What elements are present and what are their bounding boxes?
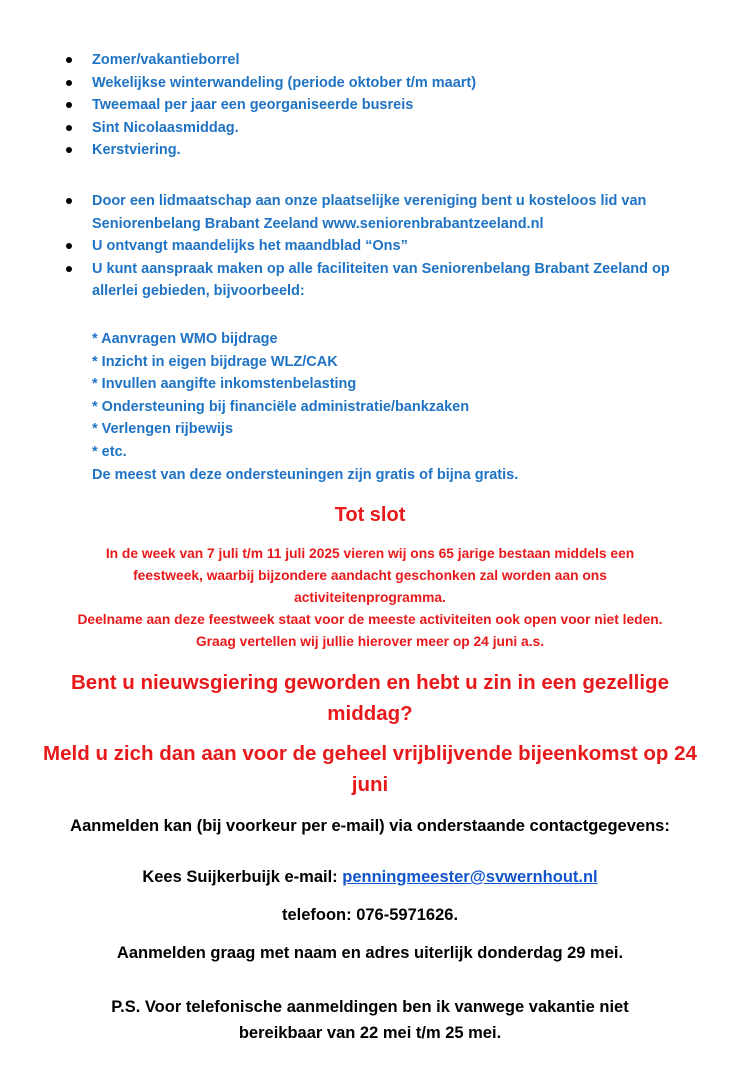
list-item: U kunt aanspraak maken op alle faciliteiten van Seniorenbelang Brabant Zeeland op allerlei gebieden, bijvoorbeeld: — [66, 258, 706, 303]
contact-name: Kees Suijkerbuijk e-mail: — [142, 868, 343, 886]
services-list — [92, 328, 518, 486]
invitation-call: Meld u zich dan aan voor de geheel vrijblijvende bijeenkomst op 24 juni — [43, 742, 697, 796]
postscript-line: bereikbaar van 22 mei t/m 25 mei. — [238, 1024, 502, 1042]
list-item: U ontvangt maandelijks het maandblad “Ons” — [66, 235, 706, 258]
list-item: * Invullen aangifte inkomstenbelasting — [92, 376, 357, 393]
benefits-list — [66, 190, 706, 303]
list-item: * Ondersteuning bij financiële administratie/bankzaken — [92, 398, 470, 415]
invitation-question: Bent u nieuwsgiering geworden en hebt u zin in een gezellige middag? — [71, 671, 669, 725]
list-item: * Inzicht in eigen bijdrage WLZ/CAK — [92, 353, 338, 370]
email-link[interactable]: penningmeester@svwernhout.nl — [342, 868, 598, 886]
list-item: * Aanvragen WMO bijdrage — [92, 331, 278, 347]
registration-deadline: Aanmelden graag met naam en adres uiterlijk donderdag 29 mei. — [116, 944, 624, 962]
event-line: In de week van 7 juli t/m 11 juli 2025 vieren wij ons 65 jarige bestaan middels een — [105, 546, 635, 561]
contact-line — [0, 865, 740, 889]
postscript — [40, 994, 700, 1046]
list-item: Kerstviering. — [66, 139, 706, 162]
event-line: Deelname aan deze feestweek staat voor de meeste activiteiten ook open voor niet leden. — [77, 612, 663, 627]
services-note: De meest van deze ondersteuningen zijn gratis of bijna gratis. — [92, 466, 519, 483]
event-line: Graag vertellen wij jullie hierover meer op 24 juni a.s. — [195, 634, 545, 649]
phone-number: telefoon: 076-5971626. — [281, 906, 459, 924]
list-item: * etc. — [92, 443, 127, 460]
list-item: Sint Nicolaasmiddag. — [66, 117, 706, 140]
event-paragraph — [30, 543, 710, 653]
activities-list — [66, 49, 706, 162]
event-line: feestweek, waarbij bijzondere aandacht geschonken zal worden aan ons — [133, 568, 607, 583]
registration-intro: Aanmelden kan (bij voorkeur per e-mail) via onderstaande contactgegevens: — [70, 817, 670, 835]
list-item: * Verlengen rijbewijs — [92, 421, 234, 438]
section-heading: Tot slot — [334, 504, 406, 526]
list-item: Tweemaal per jaar een georganiseerde busreis — [66, 94, 706, 117]
list-item: Zomer/vakantieborrel — [66, 49, 706, 72]
event-line: activiteitenprogramma. — [294, 590, 446, 605]
list-item: Wekelijkse winterwandeling (periode oktober t/m maart) — [66, 72, 706, 95]
postscript-line: P.S. Voor telefonische aanmeldingen ben ik vanwege vakantie niet — [111, 998, 629, 1016]
list-item: Door een lidmaatschap aan onze plaatselijke vereniging bent u kosteloos lid van Seniorenbelang Brabant Zeeland www.seniorenbrabantzeeland.nl — [66, 190, 706, 235]
